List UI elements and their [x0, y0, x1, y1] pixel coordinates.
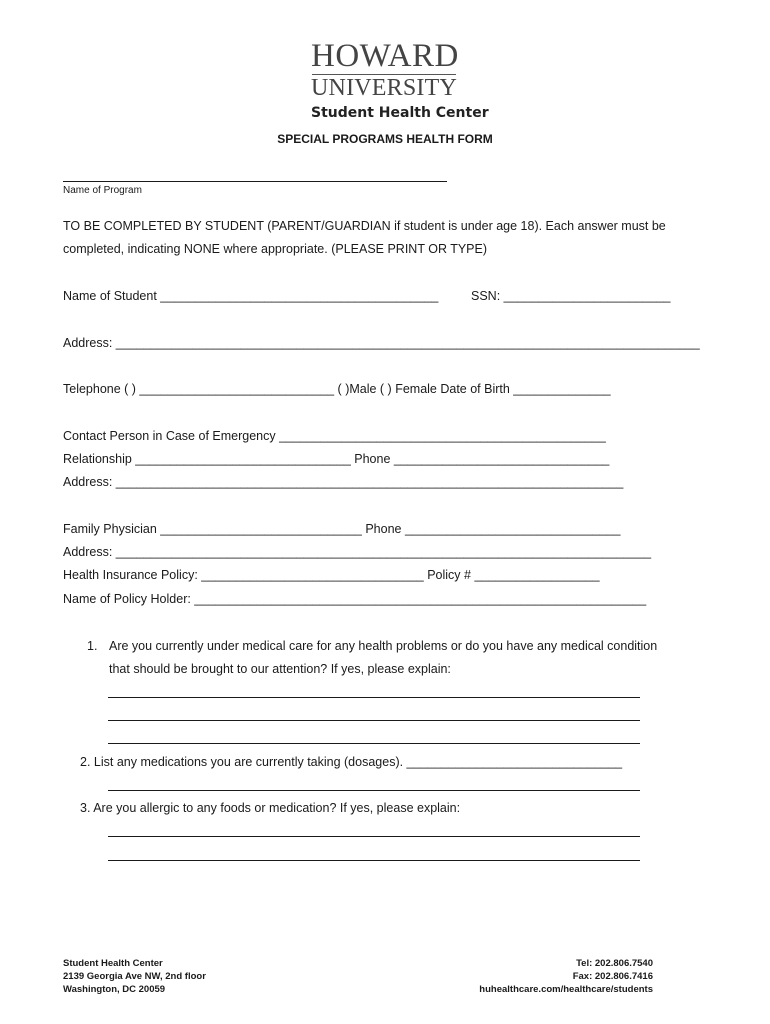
footer-tel: Tel: 202.806.7540: [576, 958, 653, 969]
ssn-field[interactable]: SSN: ________________________: [471, 289, 671, 303]
insurance-policy-field[interactable]: Health Insurance Policy: ________________________________ Policy # __________________: [63, 568, 600, 582]
question-1-answer-line-3[interactable]: [108, 743, 640, 744]
question-3-answer-line-1[interactable]: [108, 836, 640, 837]
logo-howard: HOWARD: [311, 38, 459, 74]
contact-person-field[interactable]: Contact Person in Case of Emergency _______________________________________________: [63, 429, 606, 443]
footer-fax: Fax: 202.806.7416: [572, 971, 653, 982]
contact-address-field[interactable]: Address: _________________________________________________________________________: [63, 475, 624, 489]
question-2[interactable]: 2. List any medications you are currently taking (dosages). _______________________________: [80, 755, 623, 769]
question-1-answer-line-2[interactable]: [108, 720, 640, 721]
footer-left-line-3: Washington, DC 20059: [63, 984, 166, 995]
question-3: 3. Are you allergic to any foods or medication? If yes, please explain:: [80, 801, 461, 815]
physician-address-field[interactable]: Address: _____________________________________________________________________________: [63, 545, 652, 559]
instructions-line-2: completed, indicating NONE where appropriate. (PLEASE PRINT OR TYPE): [63, 242, 488, 256]
question-2-answer-line[interactable]: [108, 790, 640, 791]
question-1-line-1: Are you currently under medical care for any health problems or do you have any medical condition: [109, 639, 658, 653]
logo-student-health-center: Student Health Center: [311, 105, 489, 121]
address-field[interactable]: Address: ____________________________________________________________________________________: [63, 336, 700, 350]
relationship-phone-field[interactable]: Relationship _______________________________ Phone _______________________________: [63, 452, 610, 466]
program-name-line[interactable]: [63, 181, 447, 182]
family-physician-field[interactable]: Family Physician _____________________________ Phone _______________________________: [63, 522, 621, 536]
logo-university: UNIVERSITY: [311, 75, 457, 101]
footer-left-line-1: Student Health Center: [63, 958, 163, 969]
question-1-line-2: that should be brought to our attention? If yes, please explain:: [109, 662, 451, 676]
question-1-answer-line-1[interactable]: [108, 697, 640, 698]
name-of-student-field[interactable]: Name of Student ________________________________________: [63, 289, 439, 303]
policy-holder-field[interactable]: Name of Policy Holder: _________________________________________________________________: [63, 592, 647, 606]
program-name-caption: Name of Program: [63, 185, 142, 196]
footer-left-line-2: 2139 Georgia Ave NW, 2nd floor: [63, 971, 206, 982]
footer-website[interactable]: huhealthcare.com/healthcare/students: [479, 984, 653, 995]
question-3-answer-line-2[interactable]: [108, 860, 640, 861]
question-1-number: 1.: [87, 639, 98, 653]
instructions-line-1: TO BE COMPLETED BY STUDENT (PARENT/GUARDIAN if student is under age 18). Each answer must be: [63, 219, 666, 233]
form-title: SPECIAL PROGRAMS HEALTH FORM: [277, 132, 493, 146]
telephone-gender-dob-field[interactable]: Telephone ( ) ____________________________ ( )Male ( ) Female Date of Birth ______________: [63, 382, 611, 396]
